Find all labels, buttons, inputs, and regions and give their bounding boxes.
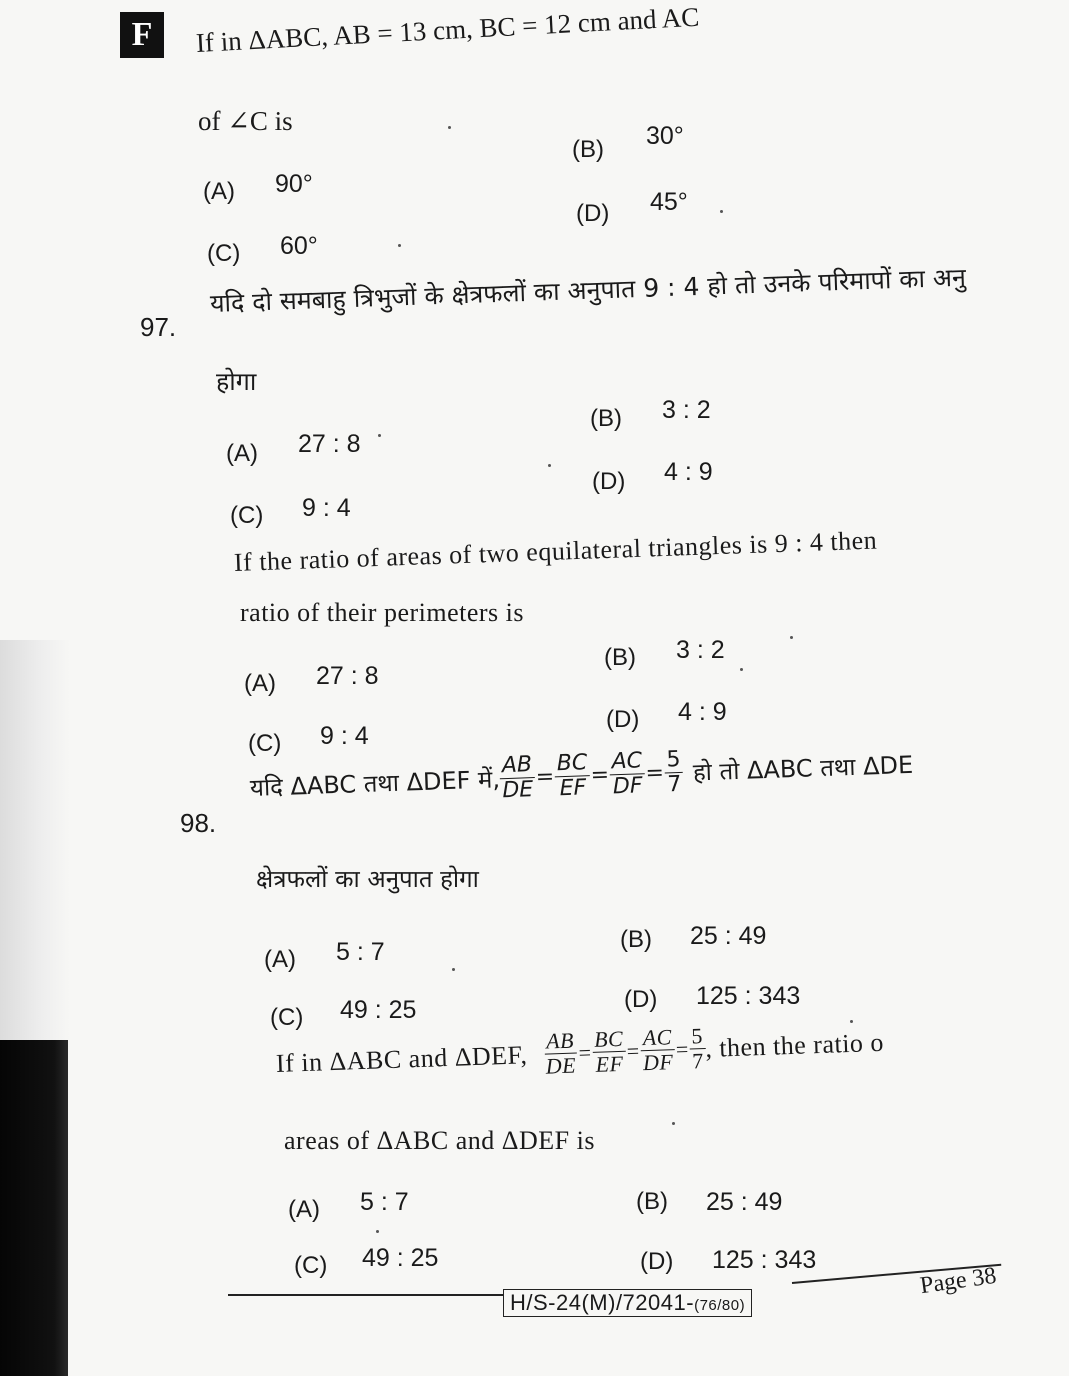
q98-en-option-d-label: (D) [640,1248,674,1275]
q98-hi-option-c-label: (C) [270,1004,304,1031]
q98-hi-option-c-value: 49 : 25 [340,996,417,1024]
fraction-numerator: AC [609,750,644,775]
q96-option-d-label: (D) [576,200,610,227]
q97-hi-option-a-value: 27 : 8 [298,430,361,458]
q98-en-option-a-value: 5 : 7 [360,1188,409,1216]
q97-hindi-line2: होगा [216,367,257,396]
q97-hi-option-c-label: (C) [230,502,264,529]
scan-speck [452,968,455,971]
scan-speck [720,210,723,213]
scan-speck [376,1230,379,1233]
q98-hi-option-a-value: 5 : 7 [336,938,385,966]
q96-text-line2: of ∠C is [198,106,293,136]
set-badge: F [120,12,164,58]
fraction-numerator: BC [554,752,589,777]
q97-hi-option-b-value: 3 : 2 [662,396,711,424]
fraction-denominator: DF [642,1049,674,1076]
q98-hindi-suffix: हो तो ΔABC तथा ΔDE [692,750,914,787]
paper-code-main: H/S-24(M)/72041- [510,1290,695,1315]
fraction-ab-de [499,754,535,802]
footer-rule-left [228,1294,503,1296]
fraction-denominator: DE [545,1052,577,1079]
scan-speck [398,244,401,247]
fraction-numerator: AB [499,754,534,779]
scan-speck [790,636,793,639]
q97-en-option-c-label: (C) [248,730,282,757]
q96-option-c-label: (C) [207,240,241,267]
q98-hindi-prefix: यदि ΔABC तथा ΔDEF में, [249,765,501,802]
fraction-5-7 [664,746,684,798]
q98-number: 98. [180,808,217,838]
equals-sign: = [578,1039,592,1065]
q97-en-option-d-label: (D) [606,706,640,733]
fraction-denominator: DF [612,773,643,800]
fraction-denominator: EF [595,1050,624,1077]
fraction-bc-ef [592,1025,627,1077]
equals-sign: = [675,1036,690,1062]
q96-text-line1: If in ΔABC, AB = 13 cm, BC = 12 cm and AC [195,1,700,58]
fraction-ab-de [543,1029,579,1077]
q97-en-option-b-label: (B) [604,644,636,671]
fraction-ac-df [640,1026,676,1074]
q97-en-option-a-label: (A) [244,670,276,697]
q96-option-a-label: (A) [203,178,235,205]
scan-speck [672,1122,675,1125]
q98-en-option-b-label: (B) [636,1188,668,1215]
q97-hi-option-d-label: (D) [592,468,626,495]
q96-option-a-value: 90° [275,170,313,198]
q98-hi-option-d-label: (D) [624,986,658,1013]
paper-code-page-count: (76/80) [694,1297,746,1314]
equals-sign: = [535,764,555,791]
fraction-ac-df [609,750,645,798]
q98-hindi-line2: क्षेत्रफलों का अनुपात होगा [256,865,479,893]
q97-hi-option-d-value: 4 : 9 [664,458,713,486]
q97-hindi-line1: यदि दो समबाहु त्रिभुजों के क्षेत्रफलों का अनुपात 9 : 4 हो तो उनके परिमापों का अनु [209,262,967,318]
q98-en-option-a-label: (A) [288,1196,320,1223]
equals-sign: = [590,762,610,789]
paper-code [503,1289,752,1317]
q98-hi-option-a-label: (A) [264,946,296,973]
fraction-numerator: BC [592,1028,626,1053]
q98-en-option-b-value: 25 : 49 [706,1188,783,1216]
q97-hi-option-a-label: (A) [226,440,258,467]
q97-en-option-b-value: 3 : 2 [676,636,725,664]
q97-english-line2: ratio of their perimeters is [240,598,525,627]
q98-hi-option-d-value: 125 : 343 [696,982,801,1010]
q98-english-line1 [275,1019,885,1087]
fraction-numerator: AB [544,1030,577,1055]
q96-option-b-label: (B) [572,136,604,163]
q98-hi-option-b-label: (B) [620,926,652,953]
q96-option-d-value: 45° [650,188,688,216]
fraction-denominator: 7 [666,771,682,798]
q97-en-option-c-value: 9 : 4 [320,722,369,750]
q96-option-c-value: 60° [280,232,318,260]
page-number: Page 38 [918,1262,999,1300]
q97-hi-option-b-label: (B) [590,405,622,432]
fraction-numerator: 5 [689,1025,705,1050]
q98-en-option-c-value: 49 : 25 [362,1244,439,1272]
scan-speck [378,434,381,437]
scan-speck [740,668,743,671]
fraction-denominator: EF [559,775,587,802]
q97-hi-option-c-value: 9 : 4 [302,494,351,522]
fraction-numerator: 5 [664,749,683,774]
fraction-bc-ef [554,752,590,800]
fraction-5-7 [689,1025,706,1073]
q98-english-prefix: If in ΔABC and ΔDEF, [275,1039,528,1078]
q97-en-option-a-value: 27 : 8 [316,662,379,690]
fraction-numerator: AC [640,1026,674,1051]
q97-number: 97. [140,312,177,342]
q96-option-b-value: 30° [646,122,684,150]
fraction-denominator: 7 [691,1048,705,1074]
scan-speck [850,1020,853,1023]
q98-hindi-line1 [249,741,914,811]
q98-english-suffix: , then the ratio o [704,1027,885,1063]
fraction-denominator: DE [501,777,534,804]
q97-english-line1: If the ratio of areas of two equilateral triangles is 9 : 4 then [233,525,878,577]
scan-speck [548,464,551,467]
book-edge [0,1040,68,1376]
q98-english-line2: areas of ΔABC and ΔDEF is [284,1126,595,1155]
equals-sign: = [626,1037,641,1064]
equals-sign: = [645,760,665,787]
scan-speck [448,126,451,129]
q98-en-option-c-label: (C) [294,1252,328,1279]
q97-en-option-d-value: 4 : 9 [678,698,727,726]
q98-hi-option-b-value: 25 : 49 [690,922,767,950]
q98-en-option-d-value: 125 : 343 [712,1246,817,1274]
